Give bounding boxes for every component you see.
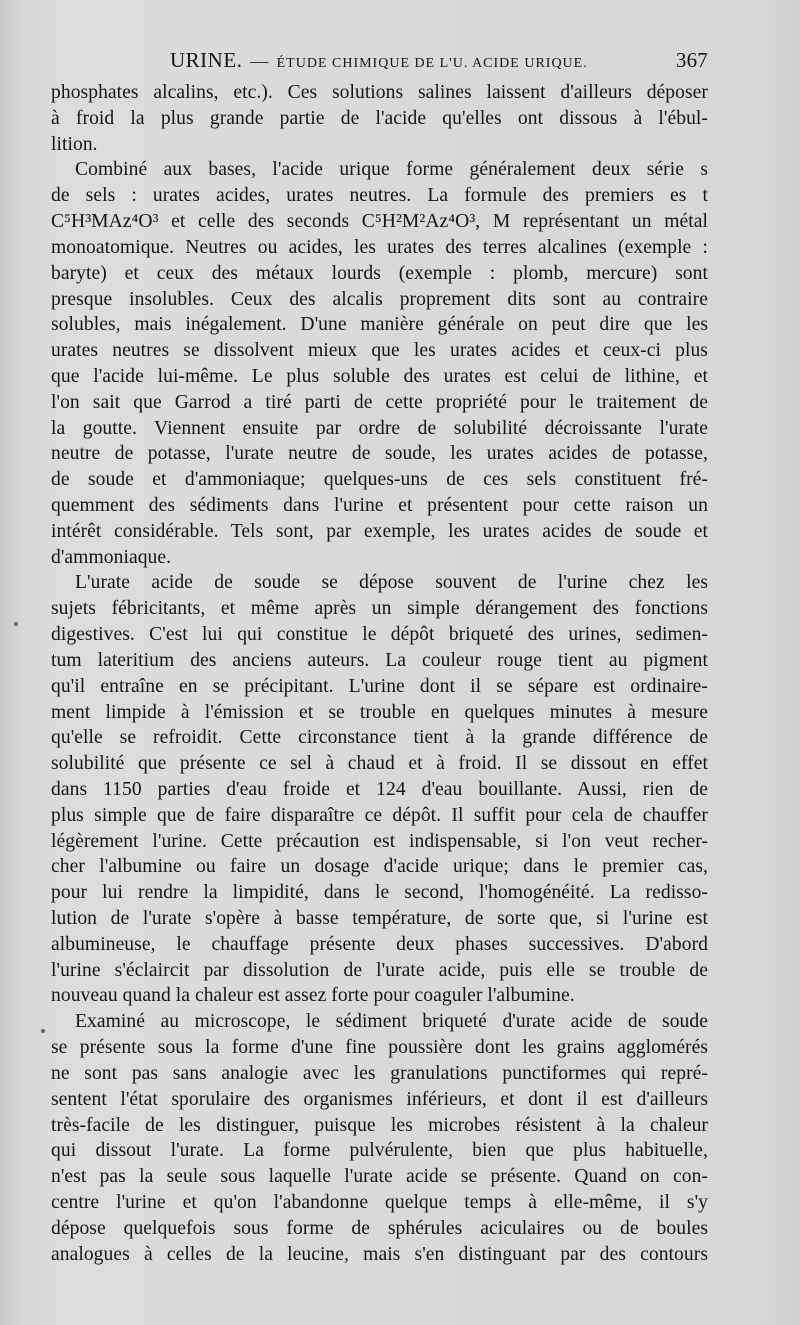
text-line: qu'elle se refroidit. Cette circonstance tient à la grande différence de (51, 727, 708, 749)
margin-speck (14, 622, 18, 626)
body-text (51, 80, 708, 1267)
text-line: lution de l'urate s'opère à basse température, de sorte que, si l'urine est (51, 908, 708, 929)
text-line: solubles, mais inégalement. D'une manière générale on peut dire que les (51, 314, 708, 336)
text-line: la goutte. Viennent ensuite par ordre de solubilité décroissante l'urate (51, 417, 708, 439)
text-line: n'est pas la seule sous laquelle l'urate acide se présente. Quand on con- (51, 1166, 708, 1188)
text-line: de soude et d'ammoniaque; quelques-uns de ces sels constituent fré- (51, 469, 708, 491)
text-line: très-facile de les distinguer, puisque les microbes résistent à la chaleur (51, 1114, 708, 1136)
text-line: urates neutres se dissolvent mieux que les urates acides et ceux-ci plus (51, 340, 708, 362)
text-line: dépose quelquefois sous forme de sphérules aciculaires ou de boules (51, 1217, 708, 1239)
text-line: ment limpide à l'émission et se trouble en quelques minutes à mesure (51, 701, 708, 723)
paragraph-1 (51, 80, 708, 157)
running-head-title: URINE. (170, 48, 243, 72)
text-line: se présente sous la forme d'une fine poussière dont les grains agglomérés (51, 1037, 708, 1059)
text-line: plus simple que de faire disparaître ce dépôt. Il suffit pour cela de chauffer (51, 804, 708, 826)
text-line: phosphates alcalins, etc.). Ces solutions salines laissent d'ailleurs déposer (51, 82, 708, 103)
text-line: sentent l'état sporulaire des organismes inférieurs, et dont il est d'ailleurs (51, 1088, 708, 1110)
text-line: lition. (51, 133, 98, 155)
text-line: pour lui rendre la limpidité, dans le second, l'homogénéité. La redisso- (51, 882, 708, 904)
text-line: à froid la plus grande partie de l'acide qu'elles ont dissous à l'ébul- (51, 107, 708, 129)
text-line: L'urate acide de soude se dépose souvent de l'urine chez les (75, 572, 708, 594)
text-line: baryte) et ceux des métaux lourds (exemple : plomb, mercure) sont (51, 262, 708, 284)
text-line: centre l'urine et qu'on l'abandonne quelque temps à elle-même, il s'y (51, 1191, 708, 1213)
text-line: digestives. C'est lui qui constitue le dépôt briqueté des urines, sedimen- (51, 624, 708, 646)
running-head-separator: — (250, 51, 269, 71)
text-line: analogues à celles de la leucine, mais s'en distinguant par des contours (51, 1243, 708, 1265)
text-line: l'on sait que Garrod a tiré parti de cette propriété pour le traitement de (51, 391, 708, 413)
text-line: d'ammoniaque. (51, 546, 172, 568)
text-line: intérêt considérable. Tels sont, par exemple, les urates acides de soude et (51, 520, 708, 542)
text-line: neutre de potasse, l'urate neutre de soude, les urates acides de potasse, (51, 443, 708, 465)
text-line: dans 1150 parties d'eau froide et 124 d'eau bouillante. Aussi, rien de (51, 778, 708, 800)
text-line: Examiné au microscope, le sédiment briqueté d'urate acide de soude (75, 1011, 708, 1033)
running-head-left (170, 48, 588, 73)
text-line: solubilité que présente ce sel à chaud et à froid. Il se dissout en effet (51, 753, 708, 775)
text-line: qu'il entraîne en se précipitant. L'urine dont il se sépare est ordinaire- (51, 675, 708, 697)
margin-speck (41, 1029, 45, 1033)
text-line: qui dissout l'urate. La forme pulvérulente, bien que plus habituelle, (51, 1140, 708, 1162)
page-number: 367 (675, 48, 708, 72)
text-line: C⁵H³MAz⁴O³ et celle des seconds C⁵H²M²Az⁴O³, M représentant un métal (51, 211, 708, 233)
text-line: tum lateritium des anciens auteurs. La couleur rouge tient au pigment (51, 649, 708, 671)
text-line: presque insolubles. Ceux des alcalis proprement dits sont au contraire (51, 288, 708, 310)
paragraph-2 (51, 157, 708, 570)
text-line: de sels : urates acides, urates neutres. La formule des premiers es t (51, 185, 708, 207)
text-line: légèrement l'urine. Cette précaution est indispensable, si l'on veut recher- (51, 830, 708, 852)
paragraph-3 (51, 570, 708, 1009)
text-line: monoatomique. Neutres ou acides, les urates des terres alcalines (exemple : (51, 236, 708, 258)
text-line: albumineuse, le chauffage présente deux phases successives. D'abord (51, 933, 708, 955)
text-line: ne sont pas sans analogie avec les granulations punctiformes qui repré- (51, 1062, 708, 1084)
text-line: nouveau quand la chaleur est assez forte pour coaguler l'albumine. (51, 985, 575, 1007)
text-line: quemment des sédiments dans l'urine et présentent pour cette raison un (51, 495, 708, 516)
paragraph-4 (51, 1009, 708, 1267)
running-head-subtitle: ÉTUDE CHIMIQUE DE L'U. ACIDE URIQUE. (276, 56, 588, 71)
running-head (52, 48, 708, 74)
text-line: que l'acide lui-même. Le plus soluble des urates est celui de lithine, et (51, 365, 708, 387)
text-line: Combiné aux bases, l'acide urique forme généralement deux série s (75, 159, 708, 181)
text-line: sujets fébricitants, et même après un simple dérangement des fonctions (51, 598, 708, 620)
text-line: cher l'albumine ou faire un dosage d'acide urique; dans le premier cas, (51, 856, 708, 878)
text-line: l'urine s'éclaircit par dissolution de l'urate acide, puis elle se trouble de (51, 959, 708, 981)
